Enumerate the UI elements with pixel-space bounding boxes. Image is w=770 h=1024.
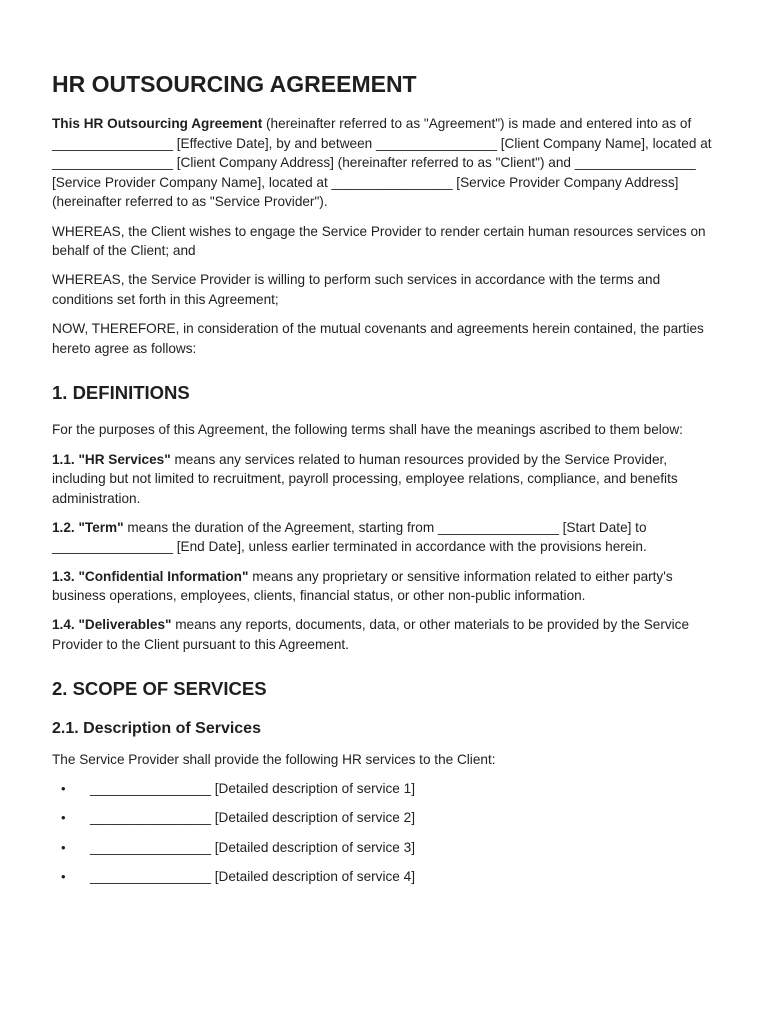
document-page <box>52 68 720 896</box>
bullet-icon: • <box>61 810 66 826</box>
definitions-intro: For the purposes of this Agreement, the following terms shall have the meanings ascribed to them below: <box>52 422 683 438</box>
definition-text: means any reports, documents, data, or other materials to be provided by the Service Provider to the Client pursuant to this Agreement. <box>52 617 690 653</box>
definition-text: means any proprietary or sensitive information related to either party's business operations, employees, clients, financial status, or other non-public information. <box>52 568 673 604</box>
definition-text: means the duration of the Agreement, starting from ________________ [Start Date] to ________________ [End Date], unless earlier terminated in accordance with the provisions herein. <box>52 519 647 555</box>
service-text: ________________ [Detailed description of service 2] <box>90 810 415 826</box>
whereas-clause-2: WHEREAS, the Service Provider is willing to perform such services in accordance with the terms and conditions set forth in this Agreement; <box>52 272 661 307</box>
intro-text: (hereinafter referred to as "Agreement") is made and entered into as of ________________ [Effective Date], by and between ________________ [Client Company Name], located at ________________ [Client Company Address] (hereinafter referred to as "Client") and ________________ [Service Provider Company Name], located at ________________ [Service Provider Company Address] (hereinafter referred to as "Service Provider"). <box>52 116 712 210</box>
definition-text: means any services related to human resources provided by the Service Provider, including but not limited to recruitment, payroll processing, employee relations, compliance, and benefits administration. <box>52 451 678 506</box>
section-heading-scope: 2. SCOPE OF SERVICES <box>52 677 267 699</box>
section-heading-definitions: 1. DEFINITIONS <box>52 382 190 404</box>
definition-item <box>52 615 720 654</box>
definition-item <box>52 567 720 606</box>
bullet-icon: • <box>61 780 66 796</box>
bullet-icon: • <box>61 868 66 884</box>
service-text: ________________ [Detailed description of service 4] <box>90 868 415 884</box>
service-text: ________________ [Detailed description of service 3] <box>90 839 415 855</box>
definition-term: 1.2. "Term" <box>52 519 124 535</box>
definition-term: 1.4. "Deliverables" <box>52 617 172 633</box>
intro-bold-lead: This HR Outsourcing Agreement <box>52 116 263 131</box>
list-item <box>52 808 720 828</box>
now-therefore-clause: NOW, THEREFORE, in consideration of the mutual covenants and agreements herein contained, the parties hereto agree as follows: <box>52 321 704 356</box>
document-title: HR OUTSOURCING AGREEMENT <box>52 71 417 97</box>
definition-term: 1.3. "Confidential Information" <box>52 568 249 584</box>
services-intro: The Service Provider shall provide the following HR services to the Client: <box>52 751 496 767</box>
subsection-heading-description: 2.1. Description of Services <box>52 719 261 737</box>
definition-item <box>52 450 720 509</box>
service-text: ________________ [Detailed description of service 1] <box>90 780 415 796</box>
bullet-icon: • <box>61 839 66 855</box>
services-list <box>52 779 720 887</box>
definition-item <box>52 518 720 557</box>
list-item <box>52 867 720 887</box>
list-item <box>52 838 720 858</box>
intro-paragraph <box>52 114 720 212</box>
definition-term: 1.1. "HR Services" <box>52 451 171 467</box>
whereas-clause-1: WHEREAS, the Client wishes to engage the Service Provider to render certain human resources services on behalf of the Client; and <box>52 223 706 259</box>
list-item <box>52 779 720 799</box>
